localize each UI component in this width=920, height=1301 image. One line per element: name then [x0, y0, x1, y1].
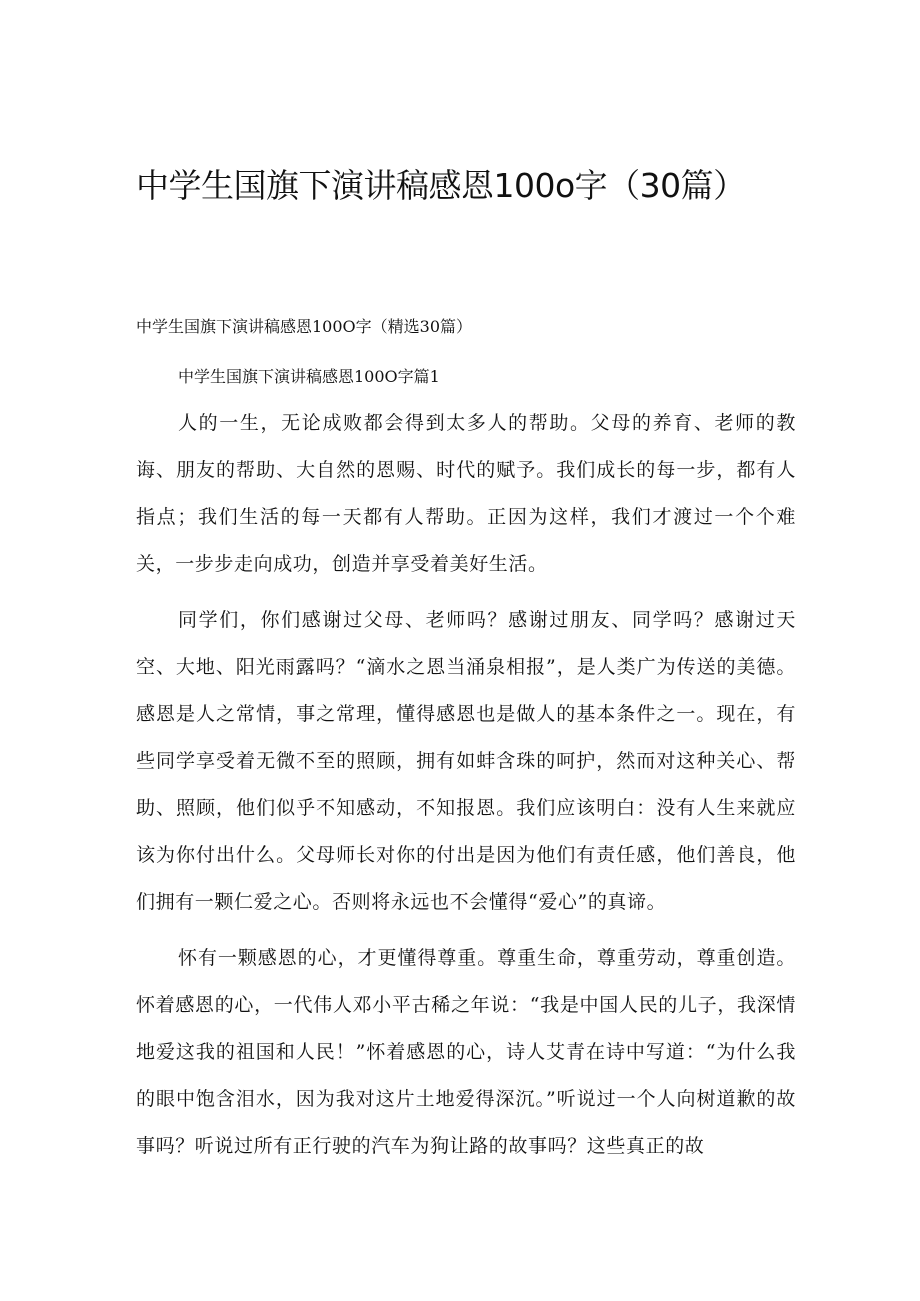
paragraph-3: 怀有一颗感恩的心，才更懂得尊重。尊重生命，尊重劳动，尊重创造。怀着感恩的心，一代伟人邓小平古稀之年说：“我是中国人民的儿子，我深情地爱这我的祖国和人民！”怀着感恩的心，诗人艾青在诗中写道：“为什么我的眼中饱含泪水，因为我对这片土地爱得深沉。”听说过一个人向树道歉的故事吗？听说过所有正行驶的汽车为狗让路的故事吗？这些真正的故 — [136, 947, 796, 1157]
document-subtitle: 中学生国旗下演讲稿感恩100O字（精选30篇） — [136, 317, 473, 336]
section-heading: 中学生国旗下演讲稿感恩100O字篇1 — [178, 367, 440, 386]
paragraph-2: 同学们，你们感谢过父母、老师吗？感谢过朋友、同学吗？感谢过天空、大地、阳光雨露吗？“滴水之恩当涌泉相报”，是人类广为传送的美德。感恩是人之常情，事之常理，懂得感恩也是做人的基本条件之一。现在，有些同学享受着无微不至的照顾，拥有如蚌含珠的呵护，然而对这种关心、帮助、照顾，他们似乎不知感动，不知报恩。我们应该明白：没有人生来就应该为你付出什么。父母师长对你的付出是因为他们有责任感，他们善良，他们拥有一颗仁爱之心。否则将永远也不会懂得“爱心”的真谛。 — [136, 609, 796, 913]
paragraph-1: 人的一生，无论成败都会得到太多人的帮助。父母的养育、老师的教诲、朋友的帮助、大自然的恩赐、时代的赋予。我们成长的每一步，都有人指点；我们生活的每一天都有人帮助。正因为这样，我们才渡过一个个难关，一步步走向成功，创造并享受着美好生活。 — [136, 412, 796, 575]
document-title: 中学生国旗下演讲稿感恩100o字（30篇） — [136, 166, 746, 205]
body-text — [136, 400, 796, 1179]
